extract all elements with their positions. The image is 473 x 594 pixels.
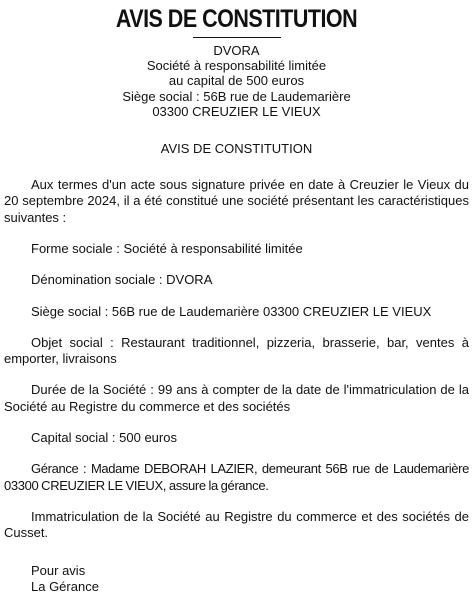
paragraph-duration: Durée de la Société : 99 ans à compter de la date de l'immatriculation de la Société au Registre du commerce et des sociétés (4, 382, 469, 414)
company-form: Société à responsabilité limitée (146, 58, 327, 74)
title-underline-rule (193, 37, 281, 38)
company-header (4, 43, 469, 119)
notice-body (4, 177, 469, 541)
paragraph-management: Gérance : Madame DEBORAH LAZIER, demeurant 56B rue de Laudemarière 03300 CREUZIER LE VIEUX, assure la gérance. (4, 461, 469, 493)
signature-for-notice: Pour avis (31, 563, 86, 579)
paragraph-capital: Capital social : 500 euros (31, 429, 177, 445)
section-title: AVIS DE CONSTITUTION (160, 141, 313, 157)
paragraph-company-name: Dénomination sociale : DVORA (31, 272, 213, 288)
main-title: AVIS DE CONSTITUTION (115, 5, 358, 33)
paragraph-legal-form: Forme sociale : Société à responsabilité limitée (31, 240, 303, 256)
paragraph-purpose: Objet social : Restaurant traditionnel, pizzeria, brasserie, bar, ventes à emporter, livraisons (4, 334, 469, 367)
signature-block (4, 563, 469, 594)
company-address-city: 03300 CREUZIER LE VIEUX (152, 103, 321, 119)
paragraph-registration: Immatriculation de la Société au Registre du commerce et des sociétés de Cusset. (4, 508, 469, 541)
paragraph-registered-office: Siège social : 56B rue de Laudemarière 03300 CREUZIER LE VIEUX (31, 303, 432, 319)
company-capital: au capital de 500 euros (168, 73, 305, 89)
company-address-street: Siège social : 56B rue de Laudemarière (122, 88, 351, 104)
signature-management: La Gérance (31, 578, 99, 594)
paragraph-preamble: Aux termes d'un acte sous signature privée en date à Creuzier le Vieux du 20 septembre 2024, il a été constitué une société présentant les caractéristiques suivantes : (4, 177, 469, 225)
company-name: DVORA (213, 43, 260, 58)
